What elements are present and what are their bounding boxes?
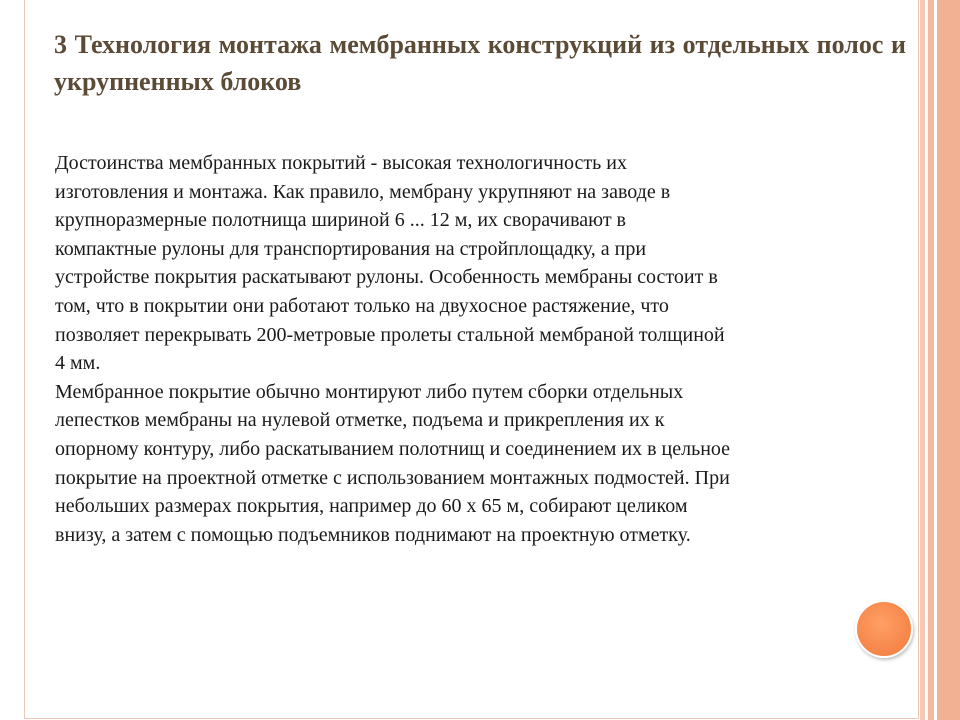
text-line: компактные рулоны для транспортирования на стройплощадку, а при	[55, 237, 647, 260]
text-line: Достоинства мембранных покрытий - высокая технологичность их	[55, 152, 627, 174]
text-line: небольших размерах покрытия, например до 60 х 65 м, собирают целиком	[55, 495, 688, 518]
paragraph-advantages	[55, 149, 875, 378]
slide-body	[55, 149, 875, 549]
text-line: изготовления и монтажа. Как правило, мембрану укрупняют на заводе в	[55, 180, 671, 203]
stripe	[937, 0, 960, 720]
text-line: опорному контуру, либо раскатыванием полотнищ и соединением их в цельное	[55, 437, 731, 460]
text-line: покрытие на проектной отметке с использованием монтажных подмостей. При	[55, 466, 730, 489]
text-line: 4 мм.	[55, 352, 101, 375]
text-line: устройстве покрытия раскатывают рулоны. Особенность мембраны состоит в	[55, 266, 718, 289]
orange-circle-icon	[855, 600, 913, 658]
text-line: Мембранное покрытие обычно монтируют либо путем сборки отдельных	[55, 380, 684, 403]
slide-title: 3 Технология монтажа мембранных конструкций из отдельных полос и укрупненных блоков	[54, 30, 906, 96]
decorative-stripes	[920, 0, 960, 720]
paragraph-installation	[55, 378, 875, 550]
text-line: лепестков мембраны на нулевой отметке, подъема и прикрепления их к	[55, 409, 665, 432]
text-line: внизу, а затем с помощью подъемников поднимают на проектную отметку.	[55, 523, 691, 546]
text-line: крупноразмерные полотнища шириной 6 ... 12 м, их сворачивают в	[55, 209, 626, 232]
text-line: том, что в покрытии они работают только на двухосное растяжение, что	[55, 294, 669, 317]
text-line: позволяет перекрывать 200-метровые пролеты стальной мембраной толщиной	[55, 323, 725, 346]
